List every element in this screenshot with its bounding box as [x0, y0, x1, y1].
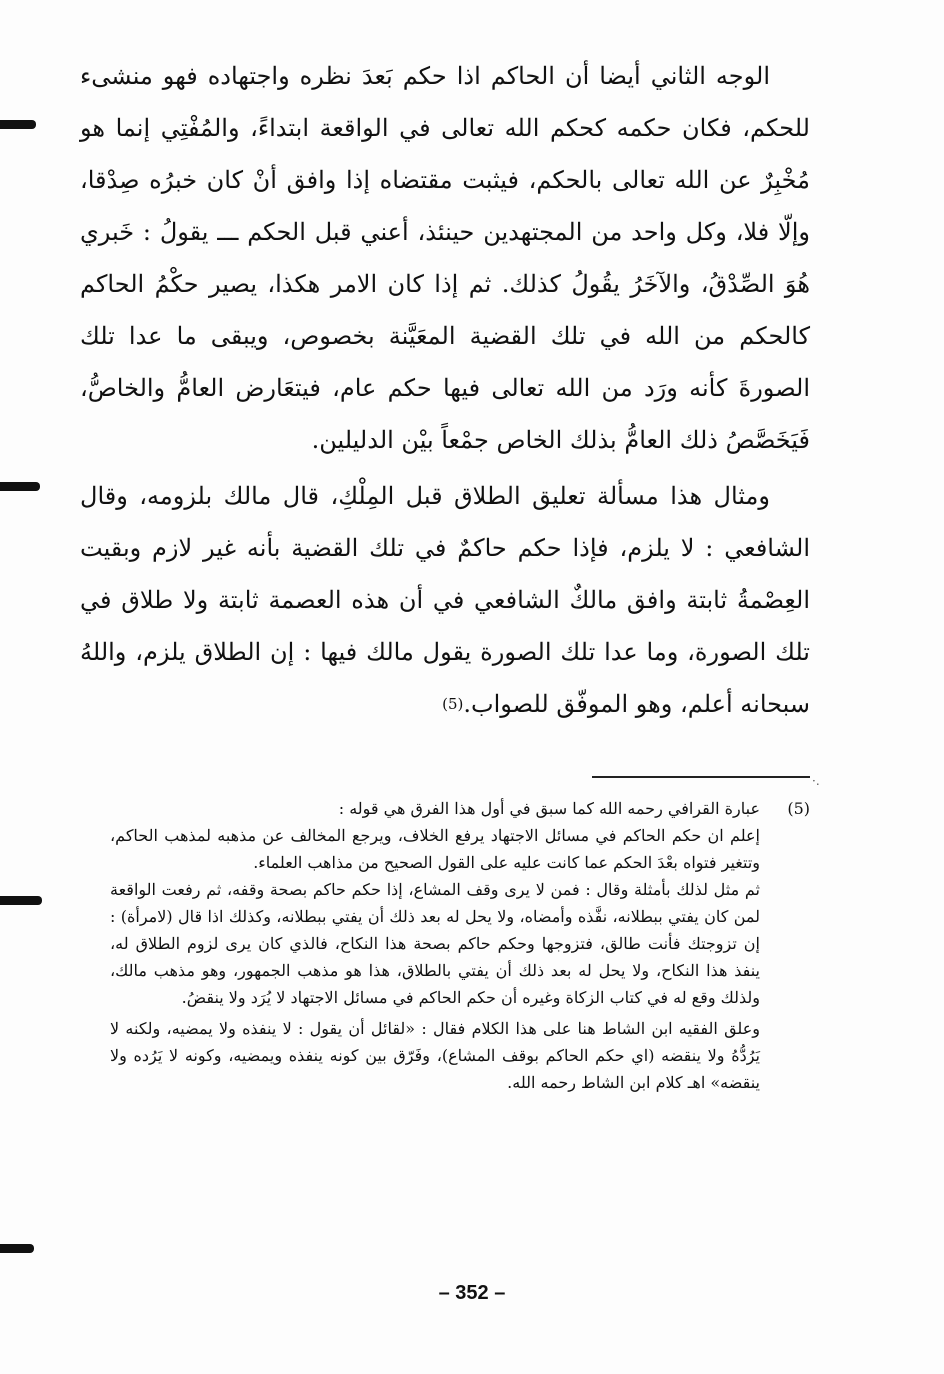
- paragraph-2: [80, 470, 810, 730]
- binding-mark-2: [0, 482, 40, 491]
- footnote-number: (5): [787, 799, 810, 818]
- footnote-body: [110, 795, 760, 1096]
- footnote-separator: [592, 776, 810, 778]
- paragraph-2-text: ومثال هذا مسألة تعليق الطلاق قبل المِلْكِ، قال مالك بلزومه، وقال الشافعي : لا يلزم، فإذا حكم حاكمٌ في تلك القضية بأنه غير لازم وبقيت العِصْمةُ ثابتة وافق مالكٌ الشافعي في أن هذه العصمة ثابتة ولا طلاق في تلك الصورة، وما عدا تلك الصورة يقول مالك فيها : إن الطلاق يلزم، واللهُ سبحانه أعلم، وهو الموفّق للصواب.: [80, 482, 810, 718]
- footnote-line-3: ثم مثل لذلك بأمثلة وقال : فمن لا يرى وقف المشاع، إذا حكم حاكم بصحة وقفه، ثم رفعت الواقعة لمن كان يفتي ببطلانه، نفَّذه وأمضاه، ولا يحل له بعد ذلك أن يفتي ببطلانه، وكذلك اذا قال (لامرأة) : إن تزوجتك فأنت طالق، فتزوجها وحكم حاكم بصحة هذا النكاح، فالذي كان يرى لزوم الطلاق له، ينفذ هذا النكاح، ولا يحل له بعد ذلك أن يفتي بالطلاق، هذا هو مذهب الجمهور، وهو مذهب مالك، ولذلك وقع له في كتاب الزكاة وغيره أن حكم الحاكم في مسائل الاجتهاد لا يُرَد ولا ينقضُ.: [110, 880, 761, 1007]
- footnote-reference[interactable]: (5): [442, 695, 464, 713]
- footnote-line-2: إعلم ان حكم الحاكم في مسائل الاجتهاد يرفع الخلاف، ويرجع المخالف عن مذهبه لمذهب الحاكم، وتتغير فتواه بعْدَ الحكم عما كانت عليه على القول الصحيح من مذاهب العلماء.: [110, 826, 760, 872]
- separator-dots: ·.: [812, 774, 820, 788]
- paragraph-1: [80, 50, 810, 466]
- binding-mark-1: [0, 120, 36, 129]
- main-text: [80, 50, 810, 730]
- footnote-section: [110, 795, 810, 1096]
- page-number: – 352 –: [438, 1282, 506, 1304]
- footnote-line-4: وعلق الفقيه ابن الشاط هنا على هذا الكلام فقال : «لقائل أن يقول : لا ينفذه ولا يمضيه، ولكنه لا يَرُدُّهُ ولا ينقضه (اي حكم الحاكم بوقف المشاع)، وفَرّق بين كونه ينفذه ويمضيه، وكونه لا يَرُده ولا ينقضه» اهـ كلام ابن الشاط رحمه الله.: [110, 1019, 760, 1092]
- footnote-5: [110, 795, 810, 1096]
- paragraph-1-text: الوجه الثاني أيضا أن الحاكم اذا حكم بَعدَ نظره واجتهاده فهو منشىء للحكم، فكان حكمه كحكم الله تعالى في الواقعة ابتداءً، والمُفْتِي إنما هو مُخْبِرٌ عن الله تعالى بالحكم، فيثبت مقتضاه إذا وافق أنْ كان خبرُه صِدْقا، وإلّا فلا، وكل واحد من المجتهدين حينئذ، أعني قبل الحكم ـــ يقولُ : خَبري هُوَ الصِّدْقُ، والآخَرُ يقُولُ كذلك. ثم إذا كان الامر هكذا، يصير حكْمُ الحاكم كالحكم من الله في تلك القضية المعَيَّنة بخصوص، ويبقى ما عدا تلك الصورةَ كأنه ورَد من الله تعالى فيها حكم عام، فيتعَارض العامُّ والخاصُّ، فَيَخَصَّصُ ذلك العامُّ بذلك الخاص جمْعاً بيْن الدليلين.: [80, 62, 810, 454]
- binding-mark-4: [0, 1244, 34, 1253]
- footnote-line-1: عبارة القرافي رحمه الله كما سبق في أول هذا الفرق هي قوله :: [338, 799, 760, 818]
- binding-mark-3: [0, 896, 42, 905]
